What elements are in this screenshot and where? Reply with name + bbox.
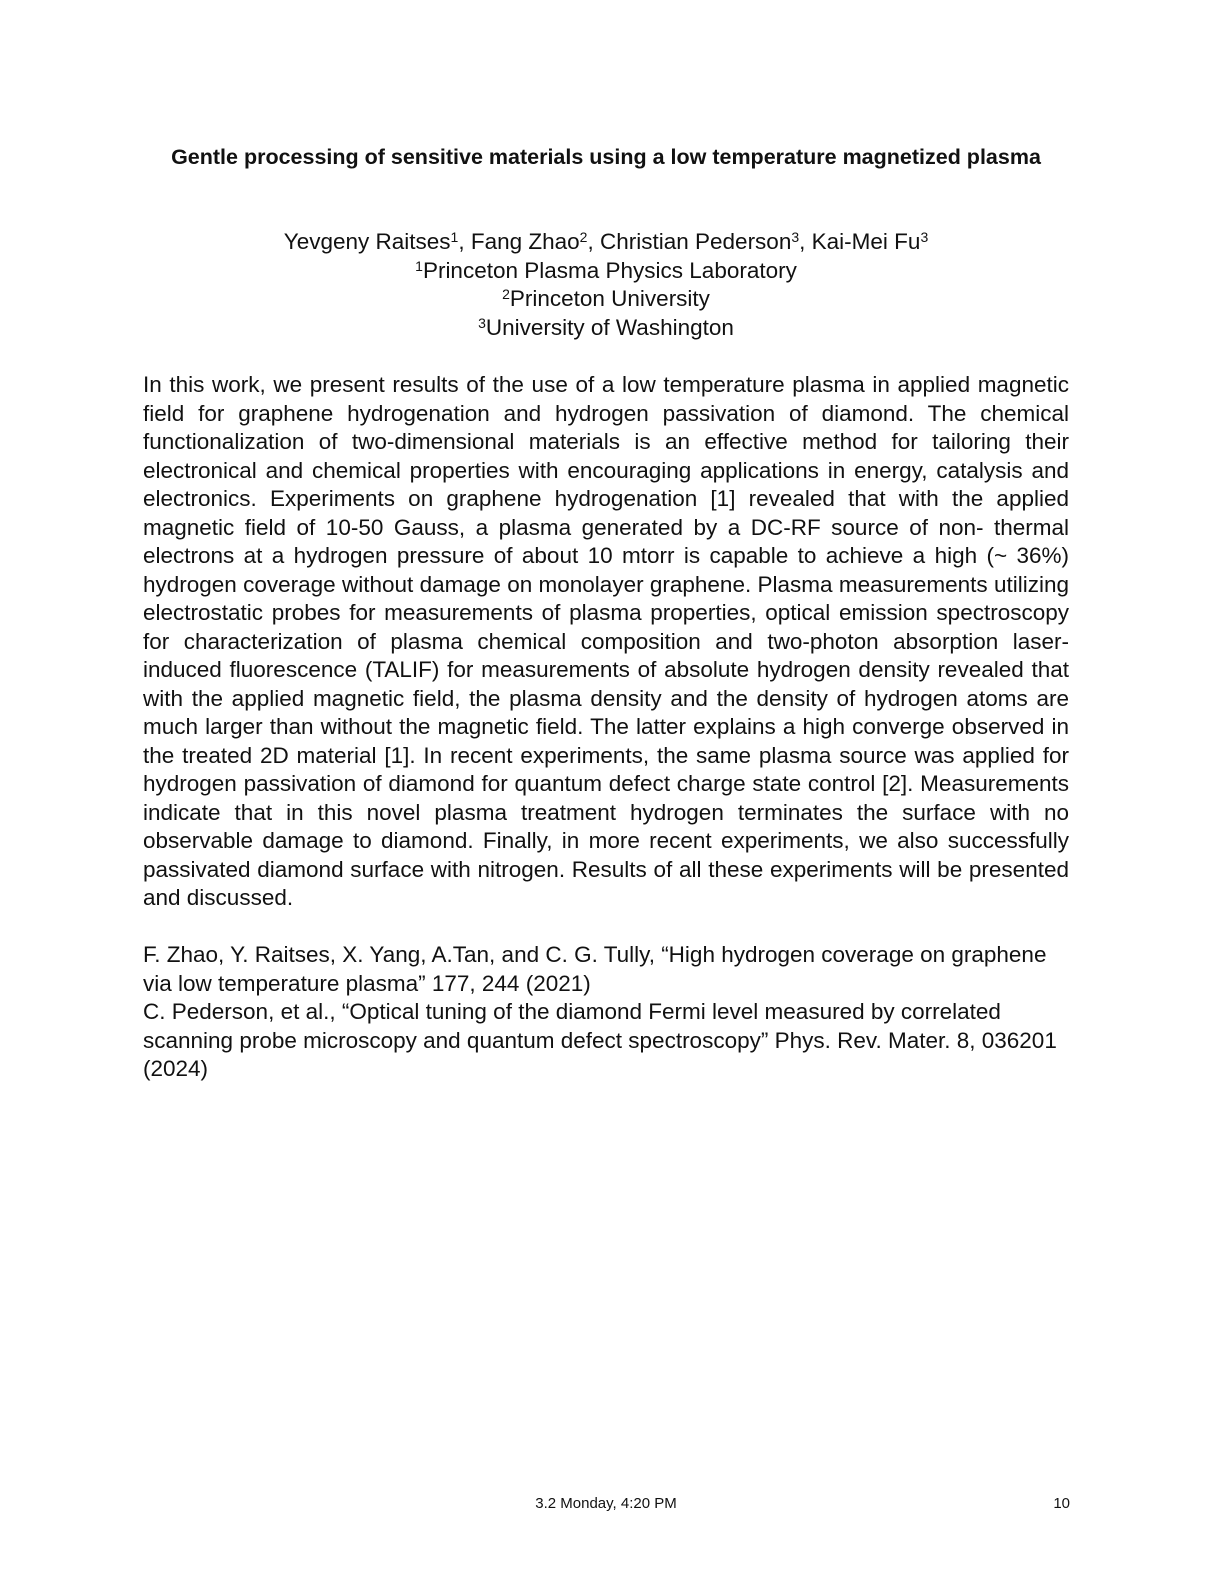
reference-item: C. Pederson, et al., “Optical tuning of the diamond Fermi level measured by correlated scanning probe microscopy and quantum defect spectroscopy” Phys. Rev. Mater. 8, 036201 (2024) <box>143 999 1057 1081</box>
reference-item: F. Zhao, Y. Raitses, X. Yang, A.Tan, and C. G. Tully, “High hydrogen coverage on graphene via low temperature plasma” 177, 244 (2021) <box>143 942 1047 996</box>
author-block <box>160 228 1052 342</box>
affiliation-number: 3 <box>478 314 486 331</box>
abstract-paragraph: In this work, we present results of the use of a low temperature plasma in applied magnetic field for graphene hydrogenation and hydrogen passivation of diamond. The chemical functionalization of two-dimensional materials is an effective method for tailoring their electronical and chemical properties with encouraging applications in energy, catalysis and electronics. Experiments on graphene hydrogenation [1] revealed that with the applied magnetic field of 10-50 Gauss, a plasma generated by a DC-RF source of non- thermal electrons at a hydrogen pressure of about 10 mtorr is capable to achieve a high (~ 36%) hydrogen coverage without damage on monolayer graphene. Plasma measurements utilizing electrostatic probes for measurements of plasma properties, optical emission spectroscopy for characterization of plasma chemical composition and two-photon absorption laser-induced fluorescence (TALIF) for measurements of absolute hydrogen density revealed that with the applied magnetic field, the plasma density and the density of hydrogen atoms are much larger than without the magnetic field. The latter explains a high converge observed in the treated 2D material [1]. In recent experiments, the same plasma source was applied for hydrogen passivation of diamond for quantum defect charge state control [2]. Measurements indicate that in this novel plasma treatment hydrogen terminates the surface with no observable damage to diamond. Finally, in more recent experiments, we also successfully passivated diamond surface with nitrogen. Results of all these experiments will be presented and discussed. <box>143 372 1069 910</box>
affiliation-line <box>160 314 1052 343</box>
affiliation-name: University of Washington <box>485 314 734 340</box>
affiliation-number: 2 <box>502 286 510 302</box>
author-name: Yevgeny Raitses <box>283 229 451 254</box>
affiliation-line <box>160 257 1052 286</box>
author-name: Kai-Mei Fu <box>811 229 921 254</box>
affiliation-name: Princeton University <box>509 286 710 311</box>
reference-list <box>143 941 1069 1084</box>
author-affiliation-marker: 1 <box>450 229 459 245</box>
author-affiliation-marker: 2 <box>579 229 588 245</box>
author-affiliation-marker: 3 <box>791 229 800 245</box>
affiliation-line <box>160 285 1052 314</box>
footer-page-number: 10 <box>1053 1495 1070 1512</box>
author-list: Yevgeny Raitses$^1$, Fang Zhao$^2$, Christian Pederson$^3$, Kai-Mei Fu$^3$ <box>283 229 929 254</box>
author-name: Christian Pederson <box>599 229 792 254</box>
paper-title: Gentle processing of sensitive materials using a low temperature magnetized plasma <box>171 145 1041 169</box>
affiliation-number: 1 <box>415 257 423 274</box>
author-affiliation-marker: 3 <box>920 229 929 245</box>
footer-session-time: 3.2 Monday, 4:20 PM <box>535 1495 677 1512</box>
affiliation-name: Princeton Plasma Physics Laboratory <box>422 257 797 283</box>
author-name: Fang Zhao <box>470 229 580 254</box>
